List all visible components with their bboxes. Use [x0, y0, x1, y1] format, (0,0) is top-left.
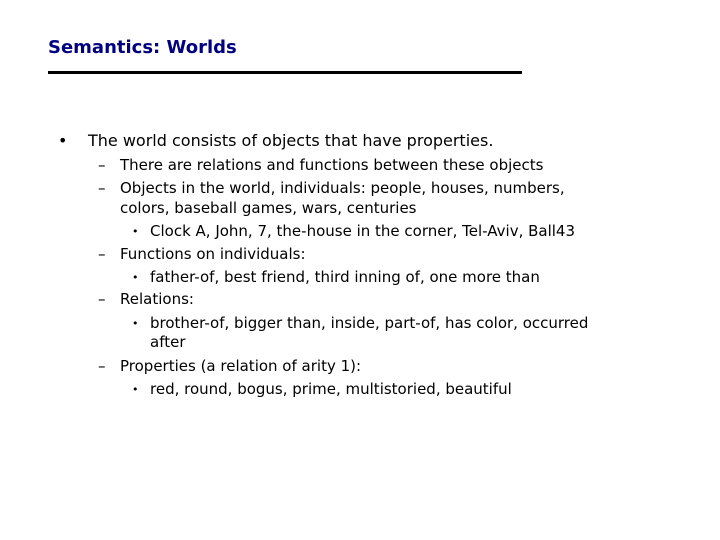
example-text: Clock A, John, 7, the-house in the corner, Tel-Aviv, Ball43 — [150, 222, 576, 240]
small-bullet: • — [132, 271, 139, 284]
dash-marker: – — [98, 179, 106, 197]
slide-title: Semantics: Worlds — [48, 37, 237, 58]
dash-marker: – — [98, 156, 106, 174]
dash-marker: – — [98, 245, 106, 263]
sub-item-text: Properties (a relation of arity 1): — [120, 357, 362, 375]
bullet-dot: • — [58, 131, 68, 150]
bullet-main-text: The world consists of objects that have properties. — [88, 131, 494, 150]
dash-marker: – — [98, 357, 106, 375]
sub-item-text: Relations: — [120, 290, 194, 308]
sub-item-text: Functions on individuals: — [120, 245, 306, 263]
example-text: red, round, bogus, prime, multistoried, beautiful — [150, 380, 512, 398]
small-bullet: • — [132, 225, 139, 238]
small-bullet: • — [132, 317, 139, 330]
sub-item-text: Objects in the world, individuals: people, houses, numbers, — [120, 179, 565, 197]
sub-item-objects-cont: colors, baseball games, wars, centuries — [120, 199, 417, 217]
dash-marker: – — [98, 290, 106, 308]
example-relations-cont: after — [150, 333, 186, 351]
example-text: brother-of, bigger than, inside, part-of, has color, occurred — [150, 314, 589, 332]
example-text: father-of, best friend, third inning of, one more than — [150, 268, 540, 286]
sub-item-text: There are relations and functions between these objects — [120, 156, 544, 174]
title-underline — [48, 71, 522, 74]
small-bullet: • — [132, 383, 139, 396]
